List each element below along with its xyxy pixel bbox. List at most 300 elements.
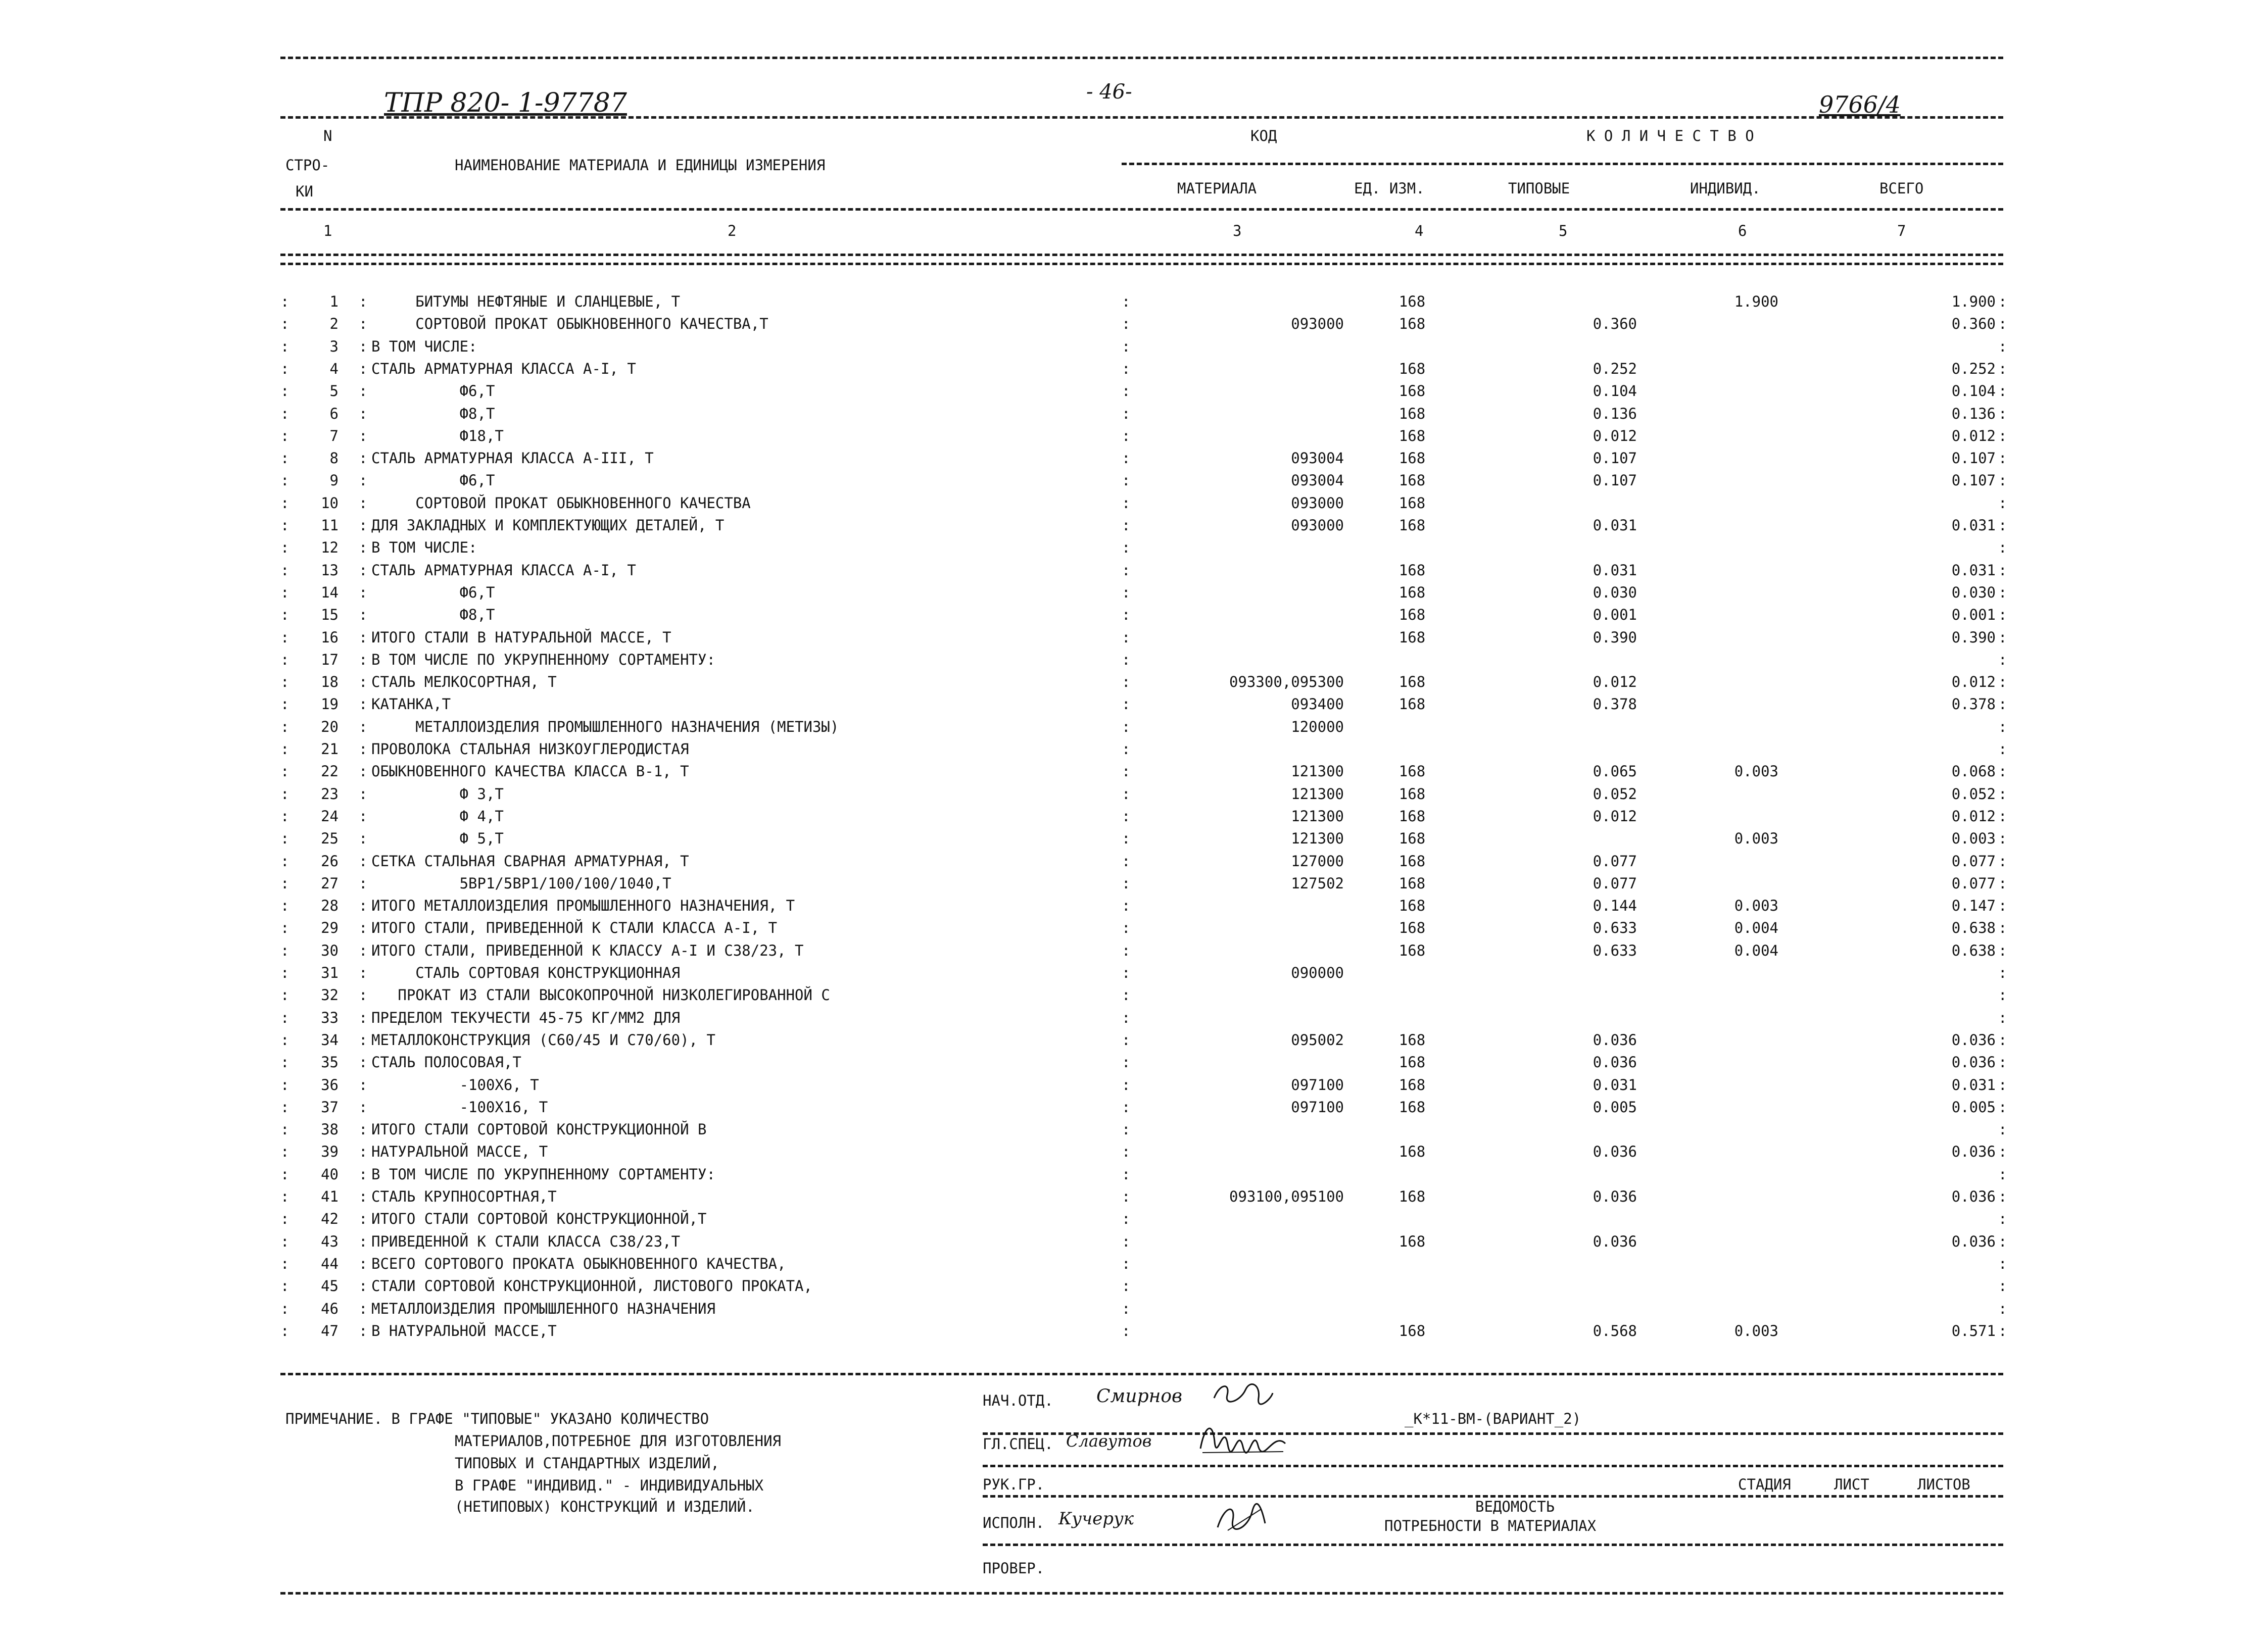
colon-right: :	[1998, 1054, 2007, 1071]
row-name: СТАЛЬ СОРТОВАЯ КОНСТРУКЦИОННАЯ	[371, 964, 681, 981]
row-number: 37	[321, 1099, 339, 1116]
colon-mid: :	[359, 629, 368, 646]
row-number: 30	[321, 942, 339, 959]
colon-mid: :	[359, 785, 368, 803]
colnum-3: 3	[1233, 222, 1242, 239]
row-name: СТАЛЬ МЕЛКОСОРТНАЯ, Т	[371, 673, 557, 690]
colon-right: :	[1998, 584, 2007, 601]
colon-code: :	[1122, 651, 1131, 668]
header-total: ВСЕГО	[1879, 180, 1924, 197]
colon-right: :	[1998, 1009, 2007, 1026]
colon-right: :	[1998, 1277, 2007, 1295]
row-total-qty: 0.638	[1951, 942, 1996, 959]
row-total-qty: 0.360	[1951, 315, 1996, 332]
row-number: 27	[321, 875, 339, 892]
row-unit-code: 168	[1398, 1233, 1426, 1250]
row-name: МЕТАЛЛОИЗДЕЛИЯ ПРОМЫШЛЕННОГО НАЗНАЧЕНИЯ (МЕТИЗЫ)	[371, 718, 839, 735]
colon-code: :	[1122, 964, 1131, 981]
colon-code: :	[1122, 763, 1131, 780]
colon-mid: :	[359, 1009, 368, 1026]
colon-right: :	[1998, 1031, 2007, 1049]
row-number: 13	[321, 562, 339, 579]
row-number: 23	[321, 785, 339, 803]
colon-right: :	[1998, 539, 2007, 556]
colon-right: :	[1998, 382, 2007, 400]
row-number: 22	[321, 763, 339, 780]
colon-left: :	[280, 718, 289, 735]
colon-left: :	[280, 450, 289, 467]
row-number: 36	[321, 1076, 339, 1094]
colon-code: :	[1122, 1054, 1131, 1071]
header-bottom-line	[280, 208, 2003, 211]
colon-left: :	[280, 539, 289, 556]
row-number: 40	[321, 1166, 339, 1183]
colon-left: :	[280, 606, 289, 623]
colon-right: :	[1998, 651, 2007, 668]
row-typical-qty: 0.031	[1593, 517, 1637, 534]
colon-right: :	[1998, 450, 2007, 467]
header-typ: ТИПОВЫЕ	[1508, 180, 1570, 197]
header-ind: ИНДИВИД.	[1690, 180, 1761, 197]
row-name: В НАТУРАЛЬНОЙ МАССЕ,Т	[371, 1322, 557, 1339]
row-unit-code: 168	[1398, 450, 1426, 467]
colon-left: :	[280, 472, 289, 489]
row-name: СОРТОВОЙ ПРОКАТ ОБЫКНОВЕННОГО КАЧЕСТВА	[371, 494, 751, 512]
album-number: 9766/4	[1819, 91, 1901, 118]
doc-code: ТПР 820- 1-97787	[384, 88, 627, 118]
colon-mid: :	[359, 1210, 368, 1227]
row-unit-code: 168	[1398, 1099, 1426, 1116]
colon-mid: :	[359, 405, 368, 422]
colon-code: :	[1122, 875, 1131, 892]
colon-left: :	[280, 1233, 289, 1250]
colon-right: :	[1998, 1210, 2007, 1227]
colon-mid: :	[359, 472, 368, 489]
colon-code: :	[1122, 1076, 1131, 1094]
colon-code: :	[1122, 942, 1131, 959]
row-number: 29	[321, 919, 339, 936]
row-name: ИТОГО МЕТАЛЛОИЗДЕЛИЯ ПРОМЫШЛЕННОГО НАЗНАЧЕНИЯ, Т	[371, 897, 795, 914]
stamp-line-4	[983, 1495, 2003, 1498]
colon-mid: :	[359, 606, 368, 623]
colon-left: :	[280, 1166, 289, 1183]
row-material-code: 095002	[1291, 1031, 1344, 1049]
row-material-code: 090000	[1291, 964, 1344, 981]
colon-right: :	[1998, 695, 2007, 713]
note-line-4: В ГРАФЕ "ИНДИВИД." - ИНДИВИДУАЛЬНЫХ	[455, 1477, 764, 1494]
colon-code: :	[1122, 606, 1131, 623]
colon-right: :	[1998, 494, 2007, 512]
row-number: 41	[321, 1188, 339, 1205]
row-name: ПРИВЕДЕННОЙ К СТАЛИ КЛАССА С38/23,Т	[371, 1233, 681, 1250]
colon-right: :	[1998, 360, 2007, 377]
row-typical-qty: 0.568	[1593, 1322, 1637, 1339]
row-total-qty: 0.036	[1951, 1031, 1996, 1049]
row-name: ПРОВОЛОКА СТАЛЬНАЯ НИЗКОУГЛЕРОДИСТАЯ	[371, 740, 689, 758]
colon-mid: :	[359, 763, 368, 780]
colon-left: :	[280, 405, 289, 422]
row-number: 43	[321, 1233, 339, 1250]
row-total-qty: 0.036	[1951, 1233, 1996, 1250]
colon-right: :	[1998, 808, 2007, 825]
colon-right: :	[1998, 942, 2007, 959]
colon-right: :	[1998, 427, 2007, 444]
colon-left: :	[280, 763, 289, 780]
colon-right: :	[1998, 964, 2007, 981]
header-kod: КОД	[1250, 127, 1277, 144]
row-individual-qty: 0.003	[1734, 830, 1778, 847]
colon-mid: :	[359, 673, 368, 690]
row-name: НАТУРАЛЬНОЙ МАССЕ, Т	[371, 1143, 548, 1160]
signature-gl-spec	[1197, 1416, 1288, 1459]
row-name: ИТОГО СТАЛИ В НАТУРАЛЬНОЙ МАССЕ, Т	[371, 629, 671, 646]
colon-right: :	[1998, 405, 2007, 422]
row-name: Ф6,Т	[371, 472, 495, 489]
row-individual-qty: 0.004	[1734, 919, 1778, 936]
colon-right: :	[1998, 897, 2007, 914]
row-number: 7	[329, 427, 339, 444]
signature-nach-otd	[1210, 1378, 1276, 1408]
stamp-gl-spec-label: ГЛ.СПЕЦ.	[983, 1435, 1053, 1453]
colon-mid: :	[359, 1188, 368, 1205]
row-name: Ф 3,Т	[371, 785, 504, 803]
page-number: - 46-	[1086, 80, 1132, 104]
row-unit-code: 168	[1398, 673, 1426, 690]
colon-right: :	[1998, 740, 2007, 758]
row-unit-code: 168	[1398, 517, 1426, 534]
colon-code: :	[1122, 1143, 1131, 1160]
colon-mid: :	[359, 517, 368, 534]
colon-code: :	[1122, 1031, 1131, 1049]
colon-right: :	[1998, 853, 2007, 870]
note-line-2: МАТЕРИАЛОВ,ПОТРЕБНОЕ ДЛЯ ИЗГОТОВЛЕНИЯ	[455, 1432, 782, 1450]
colon-left: :	[280, 1099, 289, 1116]
note-line-5: (НЕТИПОВЫХ) КОНСТРУКЦИЙ И ИЗДЕЛИЙ.	[455, 1498, 755, 1515]
row-total-qty: 0.030	[1951, 584, 1996, 601]
row-name: Ф18,Т	[371, 427, 504, 444]
row-number: 18	[321, 673, 339, 690]
note-line-3: ТИПОВЫХ И СТАНДАРТНЫХ ИЗДЕЛИЙ,	[455, 1455, 719, 1472]
stamp-listov: ЛИСТОВ	[1917, 1476, 1970, 1493]
colon-right: :	[1998, 830, 2007, 847]
row-typical-qty: 0.012	[1593, 673, 1637, 690]
row-name: -100Х16, Т	[371, 1099, 548, 1116]
top-border-line	[280, 57, 2003, 59]
colon-code: :	[1122, 1210, 1131, 1227]
colon-left: :	[280, 830, 289, 847]
row-unit-code: 168	[1398, 562, 1426, 579]
colon-right: :	[1998, 763, 2007, 780]
colon-code: :	[1122, 1166, 1131, 1183]
row-typical-qty: 0.077	[1593, 875, 1637, 892]
colon-right: :	[1998, 1076, 2007, 1094]
colon-code: :	[1122, 382, 1131, 400]
colon-mid: :	[359, 919, 368, 936]
colon-left: :	[280, 1210, 289, 1227]
row-unit-code: 168	[1398, 1031, 1426, 1049]
row-material-code: 120000	[1291, 718, 1344, 735]
colnum-4: 4	[1415, 222, 1424, 239]
header-ki: КИ	[296, 183, 313, 200]
colon-code: :	[1122, 1099, 1131, 1116]
row-unit-code: 168	[1398, 785, 1426, 803]
row-typical-qty: 0.378	[1593, 695, 1637, 713]
row-unit-code: 168	[1398, 1143, 1426, 1160]
row-name: ИТОГО СТАЛИ СОРТОВОЙ КОНСТРУКЦИОННОЙ,Т	[371, 1210, 707, 1227]
row-typical-qty: 0.633	[1593, 919, 1637, 936]
colon-mid: :	[359, 494, 368, 512]
row-unit-code: 168	[1398, 1322, 1426, 1339]
row-total-qty: 0.068	[1951, 763, 1996, 780]
colon-mid: :	[359, 740, 368, 758]
row-number: 9	[329, 472, 339, 489]
colon-code: :	[1122, 494, 1131, 512]
stamp-gl-spec-name: Славутов	[1066, 1431, 1152, 1451]
colon-right: :	[1998, 606, 2007, 623]
row-typical-qty: 0.036	[1593, 1143, 1637, 1160]
row-total-qty: 0.077	[1951, 875, 1996, 892]
row-number: 24	[321, 808, 339, 825]
colon-mid: :	[359, 382, 368, 400]
row-total-qty: 0.036	[1951, 1188, 1996, 1205]
row-number: 17	[321, 651, 339, 668]
colnum-1: 1	[323, 222, 332, 239]
colon-left: :	[280, 629, 289, 646]
colnum-5: 5	[1559, 222, 1568, 239]
row-name: ИТОГО СТАЛИ СОРТОВОЙ КОНСТРУКЦИОННОЙ В	[371, 1121, 707, 1138]
row-name: В ТОМ ЧИСЛЕ:	[371, 338, 477, 355]
colon-left: :	[280, 1143, 289, 1160]
colon-left: :	[280, 695, 289, 713]
colon-code: :	[1122, 1188, 1131, 1205]
colon-mid: :	[359, 986, 368, 1004]
colon-code: :	[1122, 673, 1131, 690]
row-unit-code: 168	[1398, 472, 1426, 489]
colon-right: :	[1998, 1300, 2007, 1317]
colon-code: :	[1122, 1300, 1131, 1317]
row-total-qty: 0.031	[1951, 562, 1996, 579]
stamp-line-3	[983, 1465, 2003, 1467]
stamp-stadiya: СТАДИЯ	[1738, 1476, 1791, 1493]
row-name: СТАЛИ СОРТОВОЙ КОНСТРУКЦИОННОЙ, ЛИСТОВОГО ПРОКАТА,	[371, 1277, 812, 1295]
row-typical-qty: 0.036	[1593, 1054, 1637, 1071]
row-material-code: 093004	[1291, 472, 1344, 489]
row-unit-code: 168	[1398, 942, 1426, 959]
row-name: СТАЛЬ АРМАТУРНАЯ КЛАССА А-I, Т	[371, 360, 636, 377]
row-number: 15	[321, 606, 339, 623]
colon-mid: :	[359, 315, 368, 332]
colon-mid: :	[359, 450, 368, 467]
colon-left: :	[280, 1009, 289, 1026]
colon-left: :	[280, 315, 289, 332]
row-total-qty: 0.001	[1951, 606, 1996, 623]
row-typical-qty: 0.107	[1593, 472, 1637, 489]
row-total-qty: 1.900	[1951, 293, 1996, 310]
row-number: 26	[321, 853, 339, 870]
colon-mid: :	[359, 1233, 368, 1250]
colon-left: :	[280, 875, 289, 892]
row-name: Ф6,Т	[371, 584, 495, 601]
colon-mid: :	[359, 830, 368, 847]
colon-code: :	[1122, 853, 1131, 870]
row-total-qty: 0.012	[1951, 808, 1996, 825]
stamp-ispoln-name: Кучерук	[1058, 1509, 1134, 1529]
row-total-qty: 0.390	[1951, 629, 1996, 646]
row-unit-code: 168	[1398, 315, 1426, 332]
row-material-code: 093004	[1291, 450, 1344, 467]
row-unit-code: 168	[1398, 360, 1426, 377]
header-name: НАИМЕНОВАНИЕ МАТЕРИАЛА И ЕДИНИЦЫ ИЗМЕРЕНИЯ	[455, 157, 826, 174]
colon-mid: :	[359, 562, 368, 579]
row-individual-qty: 0.003	[1734, 763, 1778, 780]
stamp-title-2: ПОТРЕБНОСТИ В МАТЕРИАЛАХ	[1384, 1517, 1597, 1534]
stamp-top-line	[280, 1373, 2003, 1375]
colon-left: :	[280, 382, 289, 400]
row-total-qty: 0.638	[1951, 919, 1996, 936]
row-typical-qty: 0.390	[1593, 629, 1637, 646]
row-number: 20	[321, 718, 339, 735]
colon-right: :	[1998, 875, 2007, 892]
colon-right: :	[1998, 293, 2007, 310]
colon-left: :	[280, 919, 289, 936]
colon-left: :	[280, 1054, 289, 1071]
colon-left: :	[280, 494, 289, 512]
colon-right: :	[1998, 338, 2007, 355]
colon-left: :	[280, 740, 289, 758]
row-name: Ф 5,Т	[371, 830, 504, 847]
stamp-code-line: _К*11-ВМ-(ВАРИАНТ_2)	[1405, 1410, 1581, 1427]
row-unit-code: 168	[1398, 606, 1426, 623]
row-number: 25	[321, 830, 339, 847]
colon-left: :	[280, 1076, 289, 1094]
colon-left: :	[280, 1300, 289, 1317]
row-typical-qty: 0.136	[1593, 405, 1637, 422]
colon-right: :	[1998, 315, 2007, 332]
row-number: 21	[321, 740, 339, 758]
row-number: 32	[321, 986, 339, 1004]
row-number: 34	[321, 1031, 339, 1049]
row-typical-qty: 0.031	[1593, 562, 1637, 579]
colon-mid: :	[359, 964, 368, 981]
row-number: 12	[321, 539, 339, 556]
colon-mid: :	[359, 584, 368, 601]
row-unit-code: 168	[1398, 293, 1426, 310]
row-name: -100Х6, Т	[371, 1076, 539, 1094]
row-total-qty: 0.012	[1951, 673, 1996, 690]
row-unit-code: 168	[1398, 853, 1426, 870]
colon-mid: :	[359, 1121, 368, 1138]
colon-mid: :	[359, 1277, 368, 1295]
colon-code: :	[1122, 740, 1131, 758]
row-number: 31	[321, 964, 339, 981]
row-total-qty: 0.052	[1951, 785, 1996, 803]
colon-code: :	[1122, 517, 1131, 534]
row-number: 3	[329, 338, 339, 355]
colnum-7: 7	[1897, 222, 1906, 239]
row-typical-qty: 0.104	[1593, 382, 1637, 400]
colnum-6: 6	[1738, 222, 1747, 239]
colon-mid: :	[359, 1031, 368, 1049]
colon-code: :	[1122, 539, 1131, 556]
colon-left: :	[280, 785, 289, 803]
row-individual-qty: 0.003	[1734, 897, 1778, 914]
colon-mid: :	[359, 1054, 368, 1071]
row-material-code: 127000	[1291, 853, 1344, 870]
stamp-list: ЛИСТ	[1834, 1476, 1869, 1493]
row-typical-qty: 0.005	[1593, 1099, 1637, 1116]
row-name: Ф6,Т	[371, 382, 495, 400]
colon-right: :	[1998, 517, 2007, 534]
row-name: ИТОГО СТАЛИ, ПРИВЕДЕННОЙ К СТАЛИ КЛАССА А-I, Т	[371, 919, 778, 936]
colon-right: :	[1998, 472, 2007, 489]
colon-code: :	[1122, 315, 1131, 332]
row-typical-qty: 0.252	[1593, 360, 1637, 377]
row-unit-code: 168	[1398, 875, 1426, 892]
row-total-qty: 0.107	[1951, 472, 1996, 489]
row-number: 14	[321, 584, 339, 601]
colon-mid: :	[359, 338, 368, 355]
row-unit-code: 168	[1398, 763, 1426, 780]
row-typical-qty: 0.633	[1593, 942, 1637, 959]
row-individual-qty: 1.900	[1734, 293, 1778, 310]
row-unit-code: 168	[1398, 897, 1426, 914]
colnum-2: 2	[728, 222, 737, 239]
stamp-prover-label: ПРОВЕР.	[983, 1560, 1045, 1577]
colon-mid: :	[359, 718, 368, 735]
row-typical-qty: 0.052	[1593, 785, 1637, 803]
stamp-ruk-gr-label: РУК.ГР.	[983, 1476, 1045, 1493]
colon-left: :	[280, 1322, 289, 1339]
colon-code: :	[1122, 629, 1131, 646]
row-material-code: 097100	[1291, 1076, 1344, 1094]
colon-right: :	[1998, 1143, 2007, 1160]
colon-right: :	[1998, 673, 2007, 690]
row-name: СТАЛЬ КРУПНОСОРТНАЯ,Т	[371, 1188, 557, 1205]
colon-right: :	[1998, 1099, 2007, 1116]
colon-left: :	[280, 1121, 289, 1138]
header-kolichestvo: К О Л И Ч Е С Т В О	[1586, 127, 1754, 144]
row-number: 19	[321, 695, 339, 713]
colon-right: :	[1998, 1121, 2007, 1138]
stamp-ispoln-label: ИСПОЛН.	[983, 1514, 1045, 1531]
row-individual-qty: 0.003	[1734, 1322, 1778, 1339]
colon-mid: :	[359, 853, 368, 870]
colon-right: :	[1998, 1233, 2007, 1250]
row-name: 5ВР1/5ВР1/100/100/1040,Т	[371, 875, 671, 892]
row-total-qty: 0.147	[1951, 897, 1996, 914]
row-name: СТАЛЬ АРМАТУРНАЯ КЛАССА А-III, Т	[371, 450, 654, 467]
row-number: 6	[329, 405, 339, 422]
colon-code: :	[1122, 562, 1131, 579]
row-typical-qty: 0.001	[1593, 606, 1637, 623]
stamp-line-5	[983, 1544, 2003, 1546]
row-number: 28	[321, 897, 339, 914]
colon-mid: :	[359, 1099, 368, 1116]
row-number: 35	[321, 1054, 339, 1071]
row-typical-qty: 0.036	[1593, 1031, 1637, 1049]
row-name: МЕТАЛЛОИЗДЕЛИЯ ПРОМЫШЛЕННОГО НАЗНАЧЕНИЯ	[371, 1300, 715, 1317]
colon-code: :	[1122, 584, 1131, 601]
colon-mid: :	[359, 1255, 368, 1272]
row-name: В ТОМ ЧИСЛЕ ПО УКРУПНЕННОМУ СОРТАМЕНТУ:	[371, 1166, 715, 1183]
row-name: В ТОМ ЧИСЛЕ:	[371, 539, 477, 556]
row-total-qty: 0.077	[1951, 853, 1996, 870]
row-name: ДЛЯ ЗАКЛАДНЫХ И КОМПЛЕКТУЮЩИХ ДЕТАЛЕЙ, Т	[371, 517, 725, 534]
colon-left: :	[280, 1031, 289, 1049]
stamp-nach-otd-name: Смирнов	[1096, 1386, 1182, 1407]
colon-code: :	[1122, 830, 1131, 847]
row-number: 11	[321, 517, 339, 534]
